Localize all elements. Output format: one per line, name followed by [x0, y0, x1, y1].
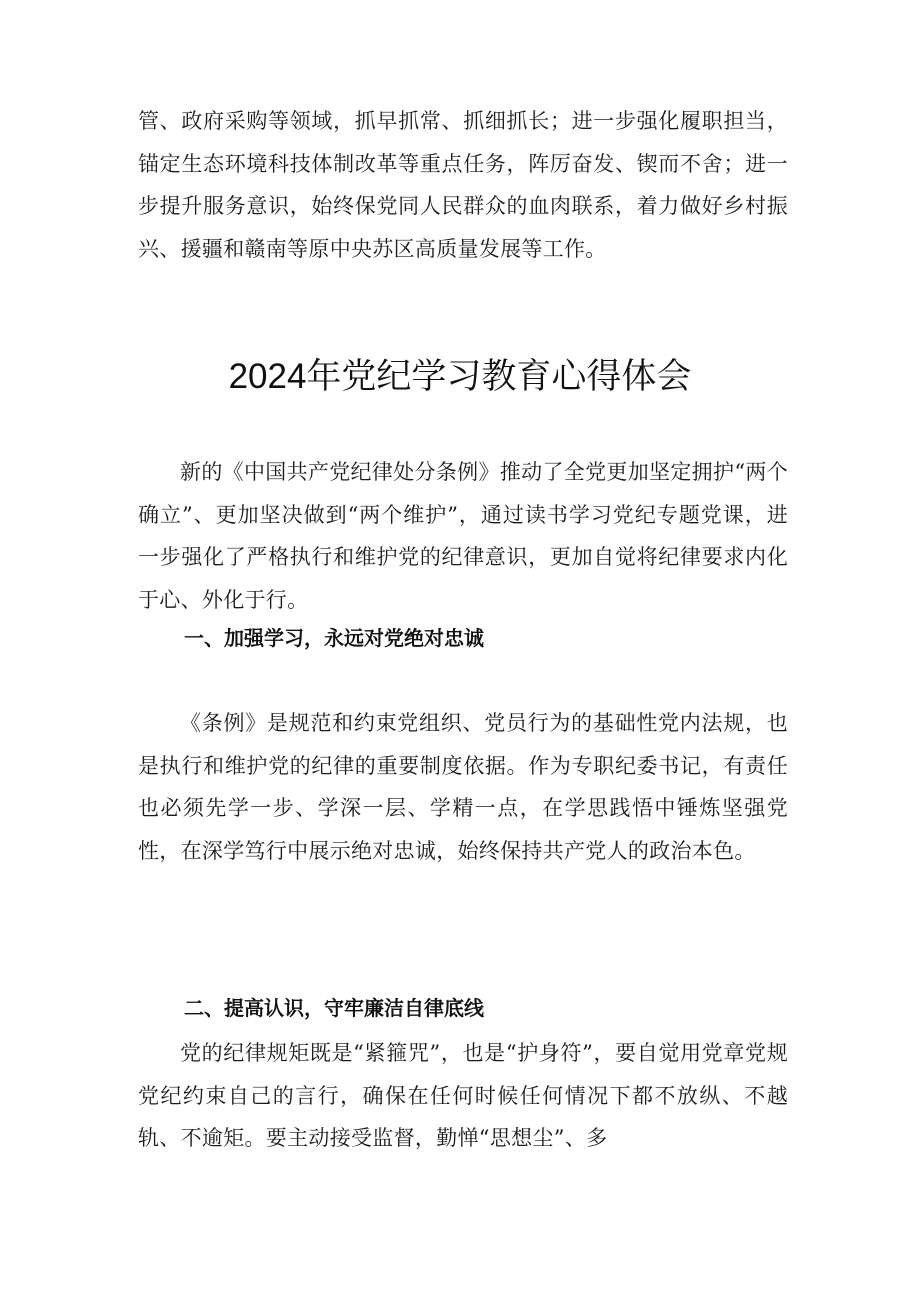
intro-paragraph: 新的《中国共产党纪律处分条例》推动了全党更加坚定拥护“两个确立”、更加坚决做到“两个维护”，通过读书学习党纪专题党课，进一步强化了严格执行和维护党的纪律意识，更加自觉将纪律要求内化于心、外化于行。: [138, 460, 788, 612]
section-2-paragraph: 党的纪律规矩既是“紧箍咒”，也是“护身符”，要自觉用党章党规党纪约束自己的言行，确保在任何时候任何情况下都不放纵、不越轨、不逾矩。要主动接受监督，勤惮“思想尘”、多: [138, 1041, 788, 1150]
section-2-heading: 二、提高认识，守牢廉洁自律底线: [184, 996, 484, 1020]
document-title: 2024年党纪学习教育心得体会: [228, 357, 692, 396]
continuation-paragraph: 管、政府采购等领域，抓早抓常、抓细抓长；进一步强化履职担当，锚定生态环境科技体制改革等重点任务，阵厉奋发、锲而不舍；进一步提升服务意识，始终保党同人民群众的血肉联系，着力做好乡村振兴、援疆和赣南等原中央苏区高质量发展等工作。: [138, 109, 788, 261]
section-1-heading: 一、加强学习，永远对党绝对忠诚: [184, 626, 484, 650]
section-1-paragraph: 《条例》是规范和约束党组织、党员行为的基础性党内法规，也是执行和维护党的纪律的重要制度依据。作为专职纪委书记，有责任也必须先学一步、学深一层、学精一点，在学思践悟中锤炼坚强党性，在深学笃行中展示绝对忠诚，始终保持共产党人的政治本色。: [138, 711, 788, 863]
